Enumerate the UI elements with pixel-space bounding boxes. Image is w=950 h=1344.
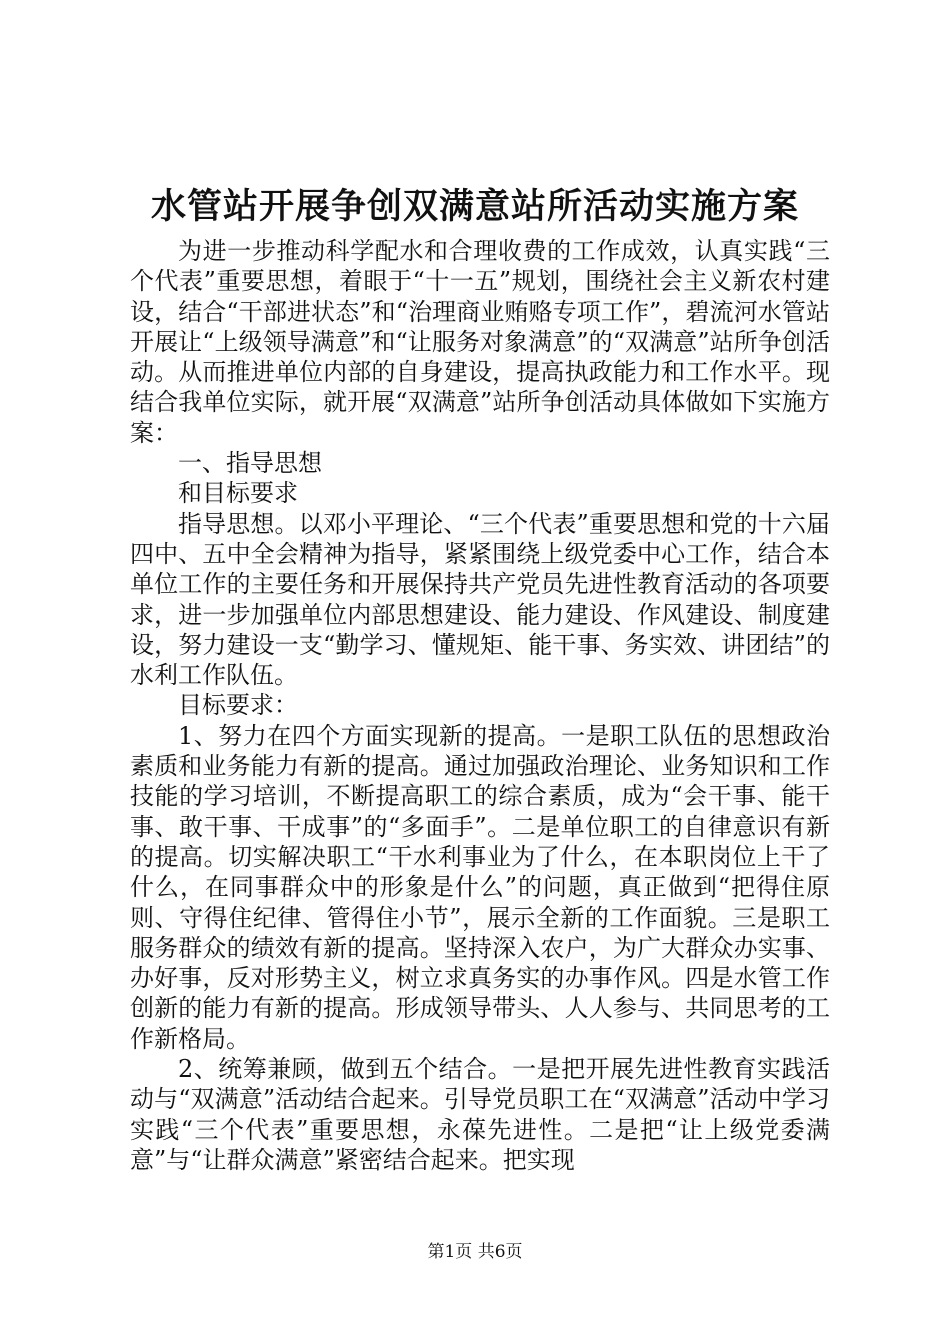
document-body [130,236,830,1175]
page-footer: 第1页 共6页 [427,1242,523,1262]
section-heading-continued: 和目标要求 [178,479,298,508]
paragraph-goal-1: 1、努力在四个方面实现新的提高。一是职工队伍的思想政治素质和业务能力有新的提高。通过加强政治理论、业务知识和工作技能的学习培训，不断提高职工的综合素质，成为“会干事、能干事、敢干事、干成事”的“多面手”。二是单位职工的自律意识有新的提高。切实解决职工“干水利事业为了什么，在本职岗位上干了什么，在同事群众中的形象是什么”的问题，真正做到“把得住原则、守得住纪律、管得住小节”，展示全新的工作面貌。三是职工服务群众的绩效有新的提高。坚持深入农户，为广大群众办实事、办好事，反对形势主义，树立求真务实的办事作风。四是水管工作创新的能力有新的提高。形成领导带头、人人参与、共同思考的工作新格局。 [130,721,830,1053]
section-heading: 一、指导思想 [178,449,322,478]
paragraph-guiding-ideology: 指导思想。以邓小平理论、“三个代表”重要思想和党的十六届四中、五中全会精神为指导，紧紧围绕上级党委中心工作，结合本单位工作的主要任务和开展保持共产党员先进性教育活动的各项要求，进一步加强单位内部思想建设、能力建设、作风建设、制度建设，努力建设一支“勤学习、懂规矩、能干事、务实效、讲团结”的水利工作队伍。 [130,509,830,690]
paragraph-intro: 为进一步推动科学配水和合理收费的工作成效，认真实践“三个代表”重要思想，着眼于“十一五”规划，围绕社会主义新农村建设，结合“干部进状态”和“治理商业贿赂专项工作”，碧流河水管站开展让“上级领导满意”和“让服务对象满意”的“双满意”站所争创活动。从而推进单位内部的自身建设，提高执政能力和工作水平。现结合我单位实际，就开展“双满意”站所争创活动具体做如下实施方案： [130,237,830,447]
document-title: 水管站开展争创双满意站所活动实施方案 [150,186,799,227]
paragraph-goals-label: 目标要求： [178,691,298,720]
paragraph-goal-2: 2、统筹兼顾，做到五个结合。一是把开展先进性教育实践活动与“双满意”活动结合起来。引导党员职工在“双满意”活动中学习实践“三个代表”重要思想，永葆先进性。二是把“让上级党委满意”与“让群众满意”紧密结合起来。把实现 [130,1055,830,1174]
